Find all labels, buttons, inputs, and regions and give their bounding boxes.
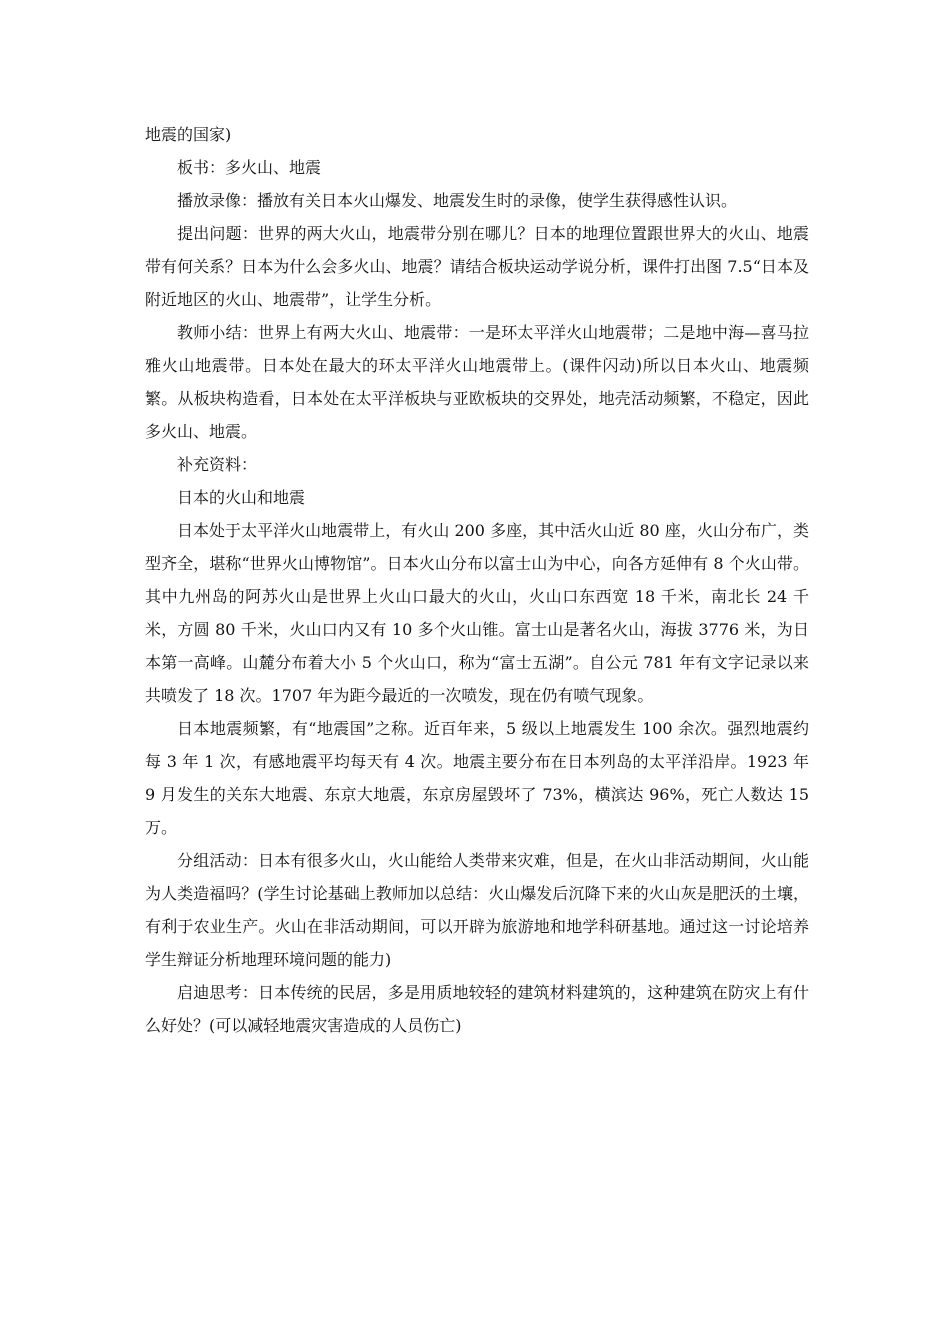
paragraph-continuation: 地震的国家) [145,125,232,144]
document-page [145,118,809,1042]
paragraph-questions: 提出问题：世界的两大火山，地震带分别在哪儿？日本的地理位置跟世界大的火山、地震带有何关系？日本为什么会多火山、地震？请结合板块运动学说分析，课件打出图 7.5“日本及附近地区的火山、地震带”，让学生分析。 [145,224,809,309]
paragraph-play-video: 播放录像：播放有关日本火山爆发、地震发生时的录像，使学生获得感性认识。 [177,191,738,210]
paragraph-supplement-label: 补充资料： [177,455,258,474]
paragraph-inspiration: 启迪思考：日本传统的民居，多是用质地较轻的建筑材料建筑的，这种建筑在防灾上有什么好处？(可以减轻地震灾害造成的人员伤亡) [145,983,809,1035]
paragraph-earthquakes: 日本地震频繁，有“地震国”之称。近百年来，5 级以上地震发生 100 余次。强烈地震约每 3 年 1 次，有感地震平均每天有 4 次。地震主要分布在日本列岛的太平洋沿岸。1923 年 9 月发生的关东大地震、东京大地震，东京房屋毁坏了 73%，横滨达 96%，死亡人数达 15 万。 [145,719,809,837]
paragraph-group-activity: 分组活动：日本有很多火山，火山能给人类带来灾难，但是，在火山非活动期间，火山能为人类造福吗？(学生讨论基础上教师加以总结：火山爆发后沉降下来的火山灰是肥沃的土壤，有利于农业生产。火山在非活动期间，可以开辟为旅游地和地学科研基地。通过这一讨论培养学生辩证分析地理环境问题的能力) [145,851,809,969]
paragraph-volcanoes: 日本处于太平洋火山地震带上，有火山 200 多座，其中活火山近 80 座，火山分布广，类型齐全，堪称“世界火山博物馆”。日本火山分布以富士山为中心，向各方延伸有 8 个火山带。其中九州岛的阿苏火山是世界上火山口最大的火山，火山口东西宽 18 千米，南北长 24 千米，方圆 80 千米，火山口内又有 10 多个火山锥。富士山是著名火山，海拔 3776 米，为日本第一高峰。山麓分布着大小 5 个火山口，称为“富士五湖”。自公元 781 年有文字记录以来共喷发了 18 次。1707 年为距今最近的一次喷发，现在仍有喷气现象。 [145,521,809,705]
paragraph-board-writing: 板书：多火山、地震 [177,158,322,177]
paragraph-supplement-title: 日本的火山和地震 [177,488,306,507]
paragraph-teacher-summary: 教师小结：世界上有两大火山、地震带：一是环太平洋火山地震带；二是地中海—喜马拉雅火山地震带。日本处在最大的环太平洋火山地震带上。(课件闪动)所以日本火山、地震频繁。从板块构造看，日本处在太平洋板块与亚欧板块的交界处，地壳活动频繁，不稳定，因此多火山、地震。 [145,323,809,441]
